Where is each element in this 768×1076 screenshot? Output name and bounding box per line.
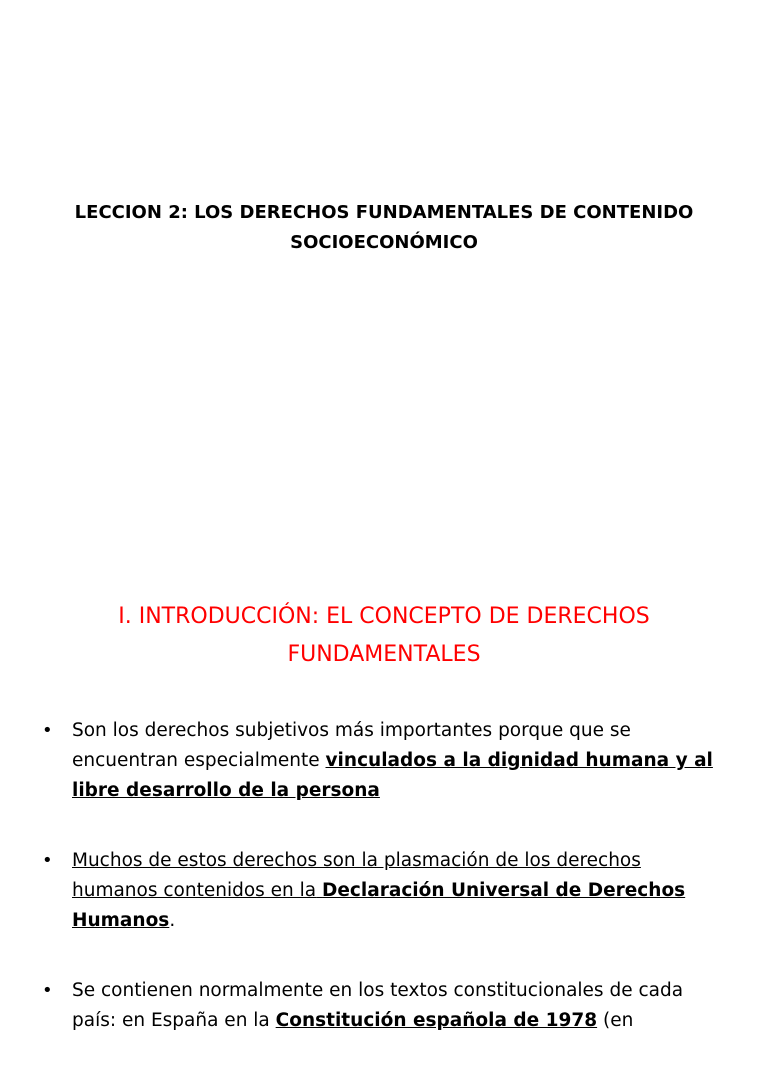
- bullet-text-underlined: Muchos de estos derechos son la plasmación de los derechos humanos contenidos en la: [72, 850, 641, 901]
- bullet-marker: •: [42, 720, 53, 741]
- bullet-emphasis: vinculados a la dignidad humana y al libre desarrollo de la persona: [72, 750, 713, 801]
- bullet-list: [0, 716, 768, 1076]
- bullet-text: Son los derechos subjetivos más importantes porque que se encuentran especialmente: [72, 720, 631, 771]
- bullet-marker: •: [42, 980, 53, 1001]
- section-heading-line-2: FUNDAMENTALES: [287, 642, 481, 667]
- bullet-item-definition: [0, 716, 768, 806]
- lesson-title-line-2: SOCIOECONÓMICO: [290, 232, 478, 253]
- lesson-title-line-1: LECCION 2: LOS DERECHOS FUNDAMENTALES DE CONTENIDO: [74, 202, 694, 223]
- bullet-item-human-rights: [0, 846, 768, 936]
- bullet-punctuation: .: [169, 910, 176, 931]
- bullet-emphasis: Constitución española de 1978: [275, 1010, 598, 1031]
- section-heading: [40, 598, 728, 674]
- bullet-item-constitution: [0, 976, 768, 1036]
- bullet-text-tail: (en: [597, 1010, 634, 1031]
- bullet-marker: •: [42, 850, 53, 871]
- bullet-emphasis: Declaración Universal de Derechos Humanos: [72, 880, 686, 931]
- lesson-title: [40, 198, 728, 258]
- section-heading-line-1: I. INTRODUCCIÓN: EL CONCEPTO DE DERECHOS: [118, 604, 650, 629]
- bullet-text: Se contienen normalmente en los textos constitucionales de cada país: en España en la: [72, 980, 684, 1031]
